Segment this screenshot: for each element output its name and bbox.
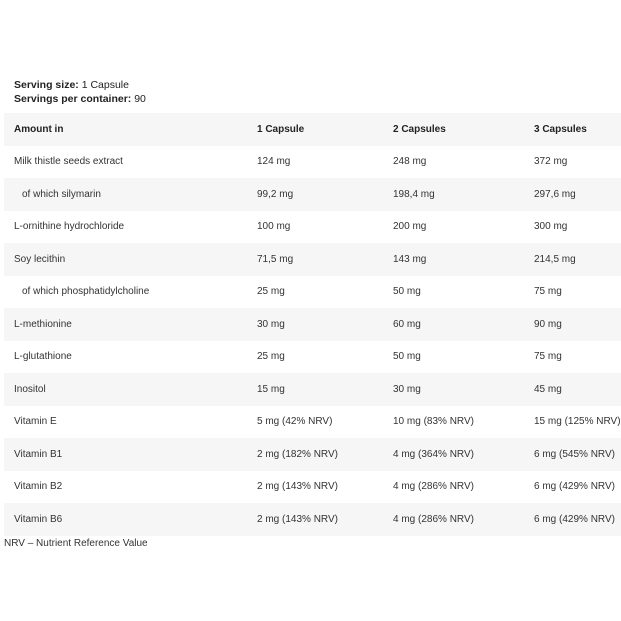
nutrient-name: Inositol [4,373,257,406]
nutrient-amount: 4 mg (364% NRV) [393,438,534,471]
table-body [4,146,621,536]
nutrient-amount: 30 mg [257,308,393,341]
nutrient-amount: 25 mg [257,276,393,309]
nutrient-amount: 60 mg [393,308,534,341]
nutrient-amount: 2 mg (143% NRV) [257,471,393,504]
nutrient-amount: 45 mg [534,373,621,406]
nutrient-name: of which phosphatidylcholine [4,276,257,309]
nutrient-name: Milk thistle seeds extract [4,146,257,179]
nutrient-amount: 4 mg (286% NRV) [393,503,534,536]
table-row [4,406,621,439]
nutrition-table [4,113,621,536]
nutrient-amount: 75 mg [534,276,621,309]
nutrient-name: Vitamin B6 [4,503,257,536]
nutrient-amount: 99,2 mg [257,178,393,211]
table-row [4,178,621,211]
nutrient-amount: 6 mg (545% NRV) [534,438,621,471]
table-row [4,211,621,244]
nutrient-amount: 372 mg [534,146,621,179]
nutrient-amount: 71,5 mg [257,243,393,276]
table-row [4,438,621,471]
header-1-capsule: 1 Capsule [257,113,393,146]
nutrient-amount: 5 mg (42% NRV) [257,406,393,439]
nutrient-amount: 198,4 mg [393,178,534,211]
header-3-capsules: 3 Capsules [534,113,621,146]
nutrient-name: L-methionine [4,308,257,341]
nutrient-amount: 6 mg (429% NRV) [534,503,621,536]
nutrient-amount: 300 mg [534,211,621,244]
nutrient-name: Vitamin B1 [4,438,257,471]
nutrient-amount: 75 mg [534,341,621,374]
nutrient-amount: 15 mg [257,373,393,406]
nutrient-name: Vitamin E [4,406,257,439]
serving-size [14,78,146,92]
nutrient-amount: 6 mg (429% NRV) [534,471,621,504]
nutrient-name: L-ornithine hydrochloride [4,211,257,244]
nutrient-name: L-glutathione [4,341,257,374]
nutrient-amount: 50 mg [393,276,534,309]
servings-per-container [14,92,146,106]
table-row [4,146,621,179]
nutrient-amount: 297,6 mg [534,178,621,211]
nutrient-amount: 200 mg [393,211,534,244]
nutrient-amount: 143 mg [393,243,534,276]
nutrient-amount: 2 mg (143% NRV) [257,503,393,536]
nutrient-amount: 4 mg (286% NRV) [393,471,534,504]
table-row [4,503,621,536]
nutrient-amount: 50 mg [393,341,534,374]
nutrient-amount: 15 mg (125% NRV) [534,406,621,439]
table-row [4,341,621,374]
nutrient-name: of which silymarin [4,178,257,211]
nutrient-name: Vitamin B2 [4,471,257,504]
nutrient-amount: 248 mg [393,146,534,179]
nutrient-name: Soy lecithin [4,243,257,276]
footnote: NRV – Nutrient Reference Value [4,538,148,549]
serving-size-value: 1 Capsule [78,79,129,91]
table-header-row [4,113,621,146]
table-row [4,308,621,341]
header-2-capsules: 2 Capsules [393,113,534,146]
nutrient-amount: 25 mg [257,341,393,374]
header-amount-in: Amount in [4,113,257,146]
table-row [4,471,621,504]
nutrient-amount: 124 mg [257,146,393,179]
table-row [4,276,621,309]
nutrient-amount: 214,5 mg [534,243,621,276]
nutrient-amount: 100 mg [257,211,393,244]
servings-per-container-label: Servings per container: [14,93,132,105]
servings-per-container-value: 90 [131,93,146,105]
nutrient-amount: 90 mg [534,308,621,341]
serving-size-label: Serving size: [14,79,79,91]
nutrient-amount: 30 mg [393,373,534,406]
nutrient-amount: 2 mg (182% NRV) [257,438,393,471]
table-row [4,373,621,406]
nutrient-amount: 10 mg (83% NRV) [393,406,534,439]
serving-info [14,78,146,106]
table-row [4,243,621,276]
